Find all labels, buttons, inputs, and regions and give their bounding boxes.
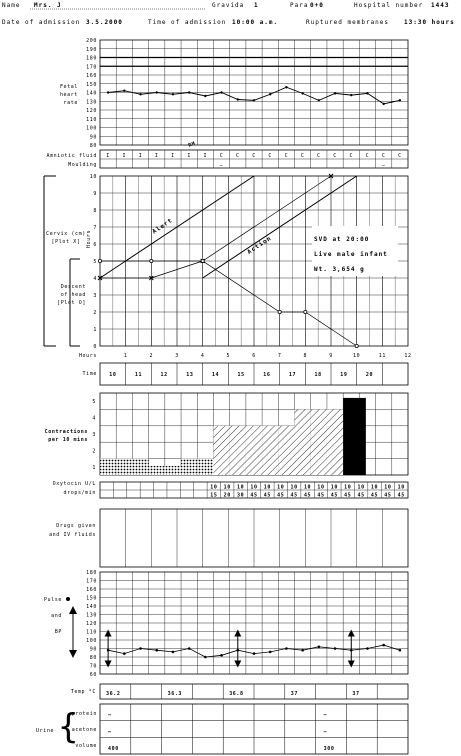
oxytocin-drops-cell: 45 (263, 492, 272, 499)
amniotic-fluid-cell: C (349, 153, 354, 159)
fhr-point (139, 93, 141, 95)
descent-point (304, 310, 307, 313)
oxytocin-drops-cell: 20 (223, 492, 231, 499)
oxytocin-units-cell: 10 (250, 484, 258, 491)
bp-legend-arrow-down (69, 650, 77, 658)
fhr-point (366, 92, 368, 94)
time-cell: 15 (237, 372, 245, 378)
cervix-tick-label: 8 (93, 208, 97, 214)
contractions-tick-label: 1 (92, 464, 96, 471)
amniotic-fluid-cell: C (268, 153, 273, 159)
temp-grid (100, 684, 408, 699)
fhr-point (382, 103, 384, 105)
fhr-point (188, 91, 190, 93)
contractions-grid (92, 393, 408, 475)
amniotic-fluid-label: Amniotic fluid (46, 153, 97, 159)
pulse-point (269, 651, 272, 654)
contractions-tick-label: 3 (92, 432, 96, 438)
hours-row (124, 353, 412, 359)
drugs-label-line-2: and IV fluids (49, 532, 96, 538)
temp-cell: 36.2 (106, 691, 121, 697)
cervix-tick-label: 2 (93, 310, 97, 316)
amniotic-fluid-cell: C (398, 153, 402, 159)
hours-tick-label: 6 (252, 353, 256, 359)
pulse-tick-label: 170 (86, 578, 97, 585)
oxytocin-grid (100, 482, 408, 499)
amniotic-fluid-row (100, 150, 408, 169)
contraction-bar (181, 459, 197, 475)
contraction-bar (100, 459, 116, 475)
oxytocin-units-cell: 10 (370, 484, 379, 491)
hours-tick-label: 11 (378, 353, 386, 359)
urine-protein-cell: — (323, 712, 328, 719)
pulse-point (139, 647, 142, 650)
pulse-tick-label: 140 (86, 604, 97, 610)
fhr-point (107, 91, 109, 93)
amniotic-fluid-cell: C (381, 153, 386, 159)
amniotic-fluid-cell: C (300, 153, 305, 159)
amniotic-fluid-cell: C (252, 153, 256, 159)
pulse-point (220, 654, 223, 657)
gravida-value: 1 (254, 2, 259, 9)
hospital-number-label: Hospital number (354, 2, 424, 9)
time-cell: 14 (211, 372, 220, 378)
bp-diastolic-arrow (348, 661, 355, 668)
urine-volume-cell: 400 (108, 746, 119, 752)
fhr-point (123, 90, 125, 92)
time-of-admission-label: Time of admission (148, 19, 227, 26)
delivery-note-line-1: SVD at 20:00 (314, 236, 370, 243)
oxytocin-drops-cell: 15 (210, 492, 218, 499)
amniotic-fluid-cell: C (333, 153, 337, 159)
bp-systolic-arrow (234, 630, 241, 637)
oxytocin-drops-cell: 45 (277, 492, 285, 499)
fhr-tick-label: 90 (89, 134, 97, 141)
fhr-point (301, 92, 303, 94)
hours-tick-label: 1 (123, 353, 128, 359)
bp-diastolic-arrow (234, 661, 241, 668)
ruptured-membranes-mark: RM (187, 140, 197, 149)
hours-tick-label: 4 (200, 353, 205, 359)
date-of-admission-label: Date of admission (2, 19, 81, 26)
contraction-bar (246, 426, 262, 475)
drugs-grid (100, 509, 408, 567)
oxytocin-units-cell: 10 (236, 484, 245, 491)
fhr-point (156, 91, 158, 93)
oxytocin-drops-cell: 45 (290, 492, 298, 499)
fhr-point (237, 98, 239, 100)
amniotic-fluid-cell: I (106, 153, 110, 159)
oxytocin-units-cell: 10 (384, 484, 392, 491)
gravida-label: Gravida (212, 2, 245, 9)
oxytocin-units-cell: 10 (397, 484, 405, 491)
hours-tick-label: 5 (226, 353, 231, 359)
pulse-line (108, 645, 400, 657)
fhr-point (318, 99, 320, 101)
amniotic-fluid-cell: C (365, 153, 370, 159)
alert-line-label: Alert (151, 216, 175, 236)
temp-cell: 37 (290, 691, 299, 697)
moulding-cell: — (219, 163, 224, 169)
para-label: Para (290, 2, 309, 9)
contraction-bar (149, 466, 165, 475)
pulse-point (301, 649, 304, 652)
ruptured-membranes-value: 13:30 hours (404, 19, 455, 26)
hours-row-label: Hours (78, 353, 97, 359)
fhr-tick-label: 200 (86, 38, 97, 44)
cervix-tick-label: 1 (93, 327, 97, 333)
moulding-label: Moulding (68, 162, 97, 168)
pulse-point (366, 647, 369, 650)
cervix-label-line-1: Cervix (cm) (46, 231, 86, 237)
hours-tick-label: 3 (175, 353, 179, 359)
descent-label-line-1: Descent (60, 284, 86, 290)
drugs-label-line-1: Drugs given (56, 523, 96, 529)
fhr-tick-label: 100 (86, 125, 97, 132)
time-row-label: Time (82, 371, 97, 377)
fhr-tick-label: 80 (89, 143, 97, 149)
oxytocin-drops-cell: 30 (236, 492, 245, 499)
pulse-point (334, 647, 337, 650)
pulse-tick-label: 120 (86, 621, 97, 627)
contraction-bar (213, 426, 229, 475)
fetal-heart-rate-plot (107, 86, 401, 105)
temp-label: Temp °C (70, 689, 96, 695)
time-cell: 13 (186, 372, 194, 378)
fhr-point (204, 95, 206, 97)
descent-point (98, 259, 101, 262)
pulse-point (318, 646, 321, 649)
ruptured-membranes-label: Ruptured membranes (306, 19, 390, 26)
pulse-point (204, 656, 207, 659)
fetal-heart-rate-label-line-3: rate (63, 100, 78, 106)
urine-volume-cell: 300 (323, 746, 335, 752)
urine-grid (100, 704, 408, 754)
contraction-bar (197, 459, 213, 475)
oxytocin-units-cell: 10 (357, 484, 365, 491)
fetal-heart-rate-grid (100, 40, 408, 145)
oxytocin-units-cell: 10 (330, 484, 338, 491)
bp-legend-arrow-up (69, 606, 77, 614)
pulse-point (123, 652, 126, 655)
contraction-bar (327, 409, 343, 475)
urine-volume-label: volume (75, 743, 97, 749)
fhr-point (399, 99, 401, 101)
pulse-point (172, 651, 175, 654)
contraction-solid-bar (343, 398, 366, 475)
delivery-note-line-2: Live male infant (314, 251, 388, 258)
fhr-tick-label: 190 (86, 46, 97, 53)
fetal-heart-rate-ticks (86, 38, 97, 149)
urine-acetone-cell: — (323, 729, 328, 736)
urine-protein-cell: — (108, 712, 112, 719)
oxytocin-drops-cell: 45 (317, 492, 325, 499)
descent-label-line-2: of head (60, 292, 86, 298)
fhr-tick-label: 160 (86, 73, 97, 79)
oxytocin-units-cell: 10 (210, 484, 218, 491)
temp-cell: 36.8 (229, 691, 244, 697)
pulse-point (155, 649, 158, 652)
oxytocin-drops-cell: 45 (357, 492, 365, 499)
fetal-heart-rate-label-line-1: Fetal (59, 84, 78, 90)
hours-tick-label: 10 (353, 353, 361, 359)
oxytocin-drops-cell: 45 (370, 492, 379, 499)
descent-point (201, 259, 204, 262)
contractions-label-line-1: Contractions (44, 429, 88, 435)
name-value: Mrs. J (34, 2, 62, 9)
cervix-tick-label: 10 (89, 174, 97, 180)
time-cell: 10 (109, 372, 117, 378)
urine-acetone-label: acetone (71, 727, 97, 733)
oxytocin-units-cell: 10 (263, 484, 272, 491)
oxytocin-units-cell: 10 (277, 484, 285, 491)
bp-systolic-arrow (348, 630, 355, 637)
time-row (100, 363, 408, 385)
moulding-cell: — (381, 163, 386, 169)
cervix-tick-label: 5 (93, 259, 97, 265)
contraction-bar (311, 409, 327, 475)
time-of-admission-value: 10:00 a.m. (232, 19, 279, 26)
temp-cell: 36.3 (167, 691, 183, 697)
time-cell: 19 (340, 372, 348, 378)
pulse-tick-label: 180 (86, 570, 97, 576)
contraction-bar (116, 459, 132, 475)
fhr-point (172, 93, 174, 95)
contractions-tick-label: 4 (92, 415, 96, 422)
time-cell: 18 (314, 372, 322, 378)
pulse-tick-label: 70 (89, 663, 97, 670)
pulse-tick-label: 100 (86, 638, 97, 644)
oxytocin-units-cell: 10 (344, 484, 352, 491)
fhr-point (269, 93, 271, 95)
time-cell: 12 (160, 372, 168, 378)
fhr-tick-label: 110 (86, 116, 97, 123)
time-cell: 20 (365, 372, 374, 378)
urine-label: Urine (36, 728, 55, 734)
fhr-point (253, 99, 255, 101)
oxytocin-drops-cell: 45 (384, 492, 392, 499)
para-value: 0+0 (310, 2, 324, 9)
bp-systolic-arrow (105, 630, 112, 637)
temp-cell: 37 (352, 691, 360, 697)
oxytocin-units-cell: 10 (317, 484, 325, 491)
pulse-tick-label: 80 (89, 655, 97, 661)
pulse-point (285, 647, 288, 650)
descent-label-line-3: [Plot O] (57, 300, 86, 306)
hours-tick-label: 12 (404, 353, 412, 359)
amniotic-fluid-cell: I (171, 153, 175, 159)
pulse-grid (86, 570, 408, 678)
contraction-bar (230, 426, 246, 475)
cervix-tick-label: 9 (93, 191, 97, 197)
oxytocin-drops-cell: 45 (303, 492, 312, 499)
pulse-point (253, 652, 256, 655)
contractions-tick-label: 2 (92, 448, 96, 455)
hours-tick-label: 7 (277, 353, 282, 359)
contraction-bar (165, 466, 181, 475)
oxytocin-drops-cell: 45 (250, 492, 258, 499)
pulse-tick-label: 130 (86, 612, 97, 619)
pulse-point (188, 647, 191, 650)
pulse-tick-label: 160 (86, 587, 97, 593)
cervix-tick-label: 0 (93, 344, 97, 350)
cervix-ticks (90, 174, 97, 350)
descent-point (278, 310, 281, 313)
fhr-tick-label: 170 (86, 64, 97, 71)
pulse-tick-label: 90 (89, 646, 97, 653)
fhr-tick-label: 150 (86, 81, 97, 88)
descent-point (355, 344, 358, 347)
amniotic-fluid-cell: C (284, 153, 289, 159)
oxytocin-drops-cell: 45 (344, 492, 352, 499)
amniotic-fluid-cell: I (122, 153, 127, 159)
and-label: and (51, 613, 62, 619)
cervix-label-line-2: [Plot X] (51, 239, 81, 245)
amniotic-fluid-cell: I (138, 153, 143, 159)
bp-diastolic-arrow (105, 661, 112, 668)
oxytocin-label-line-2: drops/min (63, 490, 96, 496)
pulse-point (399, 649, 402, 652)
oxytocin-units-cell: 10 (223, 484, 231, 491)
amniotic-fluid-cell: C (317, 153, 321, 159)
oxytocin-label-line-1: Oxytocin U/L (52, 481, 96, 487)
contraction-bar (132, 459, 148, 475)
oxytocin-drops-cell: 45 (330, 492, 338, 499)
urine-brace: { (58, 707, 79, 747)
cervix-tick-label: 4 (93, 276, 97, 282)
contractions-label-line-2: per 10 mins (48, 437, 88, 443)
date-of-admission-value: 3.5.2000 (86, 19, 123, 26)
descent-point (150, 259, 153, 262)
pulse-legend-dot (66, 597, 70, 601)
urine-acetone-cell: — (108, 729, 112, 736)
oxytocin-drops-cell: 45 (397, 492, 405, 499)
cervix-hours-label: Hours (86, 229, 92, 248)
time-cell: 11 (134, 372, 143, 378)
oxytocin-units-cell: 10 (290, 484, 298, 491)
hours-tick-label: 8 (303, 353, 308, 359)
hours-tick-label: 9 (329, 353, 333, 359)
pulse-point (382, 644, 385, 647)
amniotic-fluid-cell: C (219, 153, 224, 159)
fhr-tick-label: 180 (86, 55, 97, 62)
delivery-note-line-3: Wt. 3,654 g (314, 266, 365, 273)
cervix-tick-label: 7 (93, 225, 97, 231)
cervix-tick-label: 6 (93, 242, 97, 248)
time-cell: 17 (288, 372, 297, 378)
fhr-point (220, 91, 222, 93)
fhr-tick-label: 130 (86, 99, 97, 106)
fetal-heart-rate-label-line-2: heart (59, 92, 78, 98)
contraction-bar (278, 426, 294, 475)
hours-tick-label: 2 (149, 353, 154, 359)
fhr-point (334, 92, 336, 94)
pulse-tick-label: 110 (86, 629, 97, 636)
name-label: Name (2, 2, 21, 9)
fhr-tick-label: 140 (86, 90, 97, 97)
contraction-bar (295, 409, 311, 475)
time-cell: 16 (263, 372, 271, 378)
contraction-bar (262, 426, 278, 475)
urine-protein-label: protein (71, 711, 97, 717)
fhr-point (285, 86, 287, 88)
pulse-tick-label: 150 (86, 595, 97, 602)
cervix-tick-label: 3 (93, 293, 97, 299)
pulse-label: Pulse (43, 597, 62, 603)
bp-label: BP (54, 629, 62, 635)
amniotic-fluid-cell: C (235, 153, 240, 159)
oxytocin-units-cell: 10 (303, 484, 312, 491)
amniotic-fluid-cell: I (187, 153, 191, 159)
amniotic-fluid-cell: I (154, 153, 159, 159)
pulse-tick-label: 60 (89, 672, 97, 678)
action-line-label: Action (246, 234, 274, 256)
hospital-number-value: 1443 (431, 2, 450, 9)
fhr-tick-label: 120 (86, 108, 97, 114)
contractions-tick-label: 5 (92, 399, 96, 406)
amniotic-fluid-cell: I (203, 153, 208, 159)
fhr-point (350, 94, 352, 96)
